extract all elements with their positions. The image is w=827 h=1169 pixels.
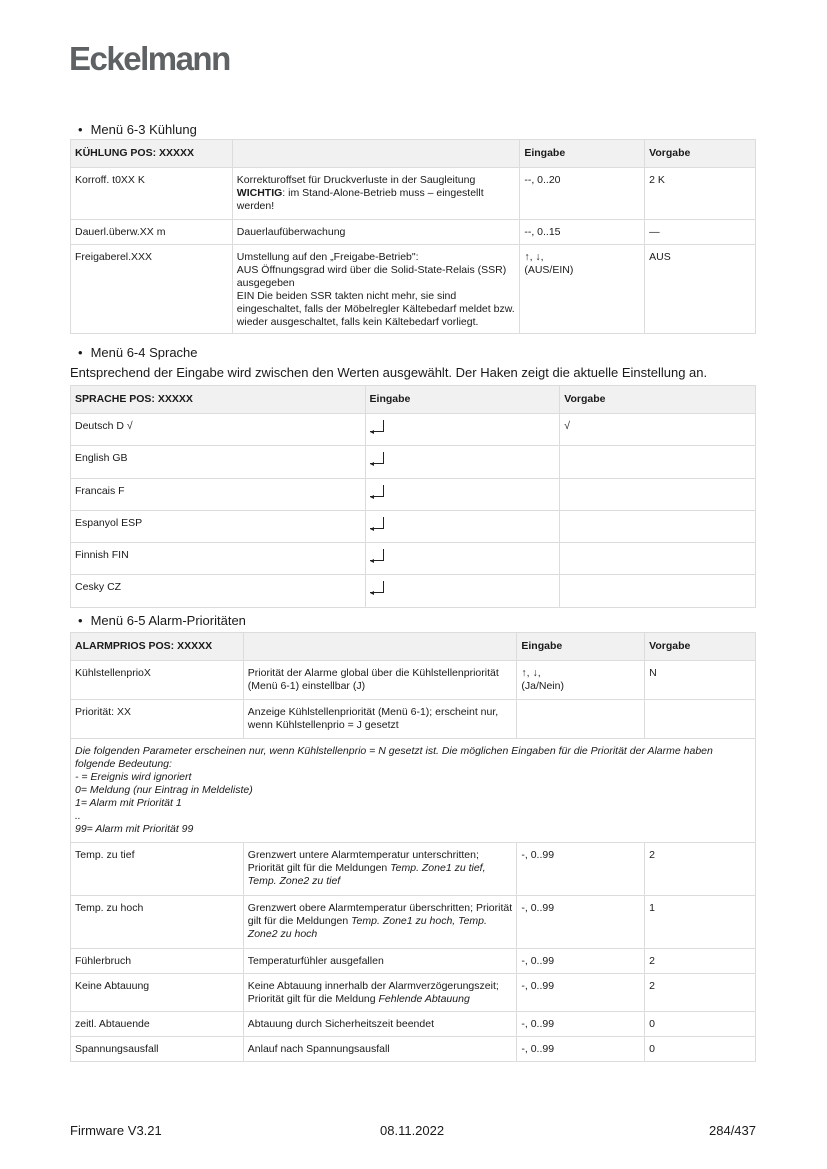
enter-key-icon [370, 517, 384, 529]
note-line: .. [75, 810, 81, 822]
language-default [560, 510, 756, 542]
table-row [71, 1037, 756, 1062]
table-row [71, 974, 756, 1012]
param-name: Priorität: XX [71, 700, 244, 739]
param-desc [243, 1012, 517, 1037]
desc-italic: Temp. Zone1 zu hoch, Temp. Zone2 zu hoch [247, 915, 487, 940]
desc-line: Umstellung auf den „Freigabe-Betrieb": [236, 251, 419, 263]
section-heading-sprache: • Menü 6-4 Sprache [78, 345, 198, 360]
desc-line: EIN Die beiden SSR takten nicht mehr, sie sind eingeschaltet, falls der Möbelregler Kältebedarf meldet bzw. wieder ausgeschaltet, falls kein Kältebedarf vorliegt. [236, 290, 515, 328]
header-cell: Eingabe [520, 140, 645, 168]
param-input: -, 0..99 [517, 974, 645, 1012]
param-default: 0 [645, 1037, 756, 1062]
desc-text: Grenzwert obere Alarmtemperatur überschritten; Priorität gilt für die Meldungen [247, 902, 513, 927]
input-line: (AUS/EIN) [524, 264, 574, 276]
param-desc: Dauerlaufüberwachung [232, 220, 520, 245]
enter-key-icon [370, 452, 384, 464]
language-default [560, 575, 756, 607]
enter-key-cell [365, 575, 560, 607]
alarm-table [70, 632, 756, 1062]
param-input: -, 0..99 [517, 949, 645, 974]
header-cell [243, 633, 517, 661]
desc-text: Korrekturoffset für Druckverluste in der Saugleitung [236, 174, 476, 186]
enter-key-cell [365, 510, 560, 542]
table-row [71, 446, 756, 478]
header-cell: SPRACHE POS: XXXXX [71, 386, 366, 414]
param-name: Dauerl.überw.XX m [71, 220, 233, 245]
param-default: 0 [645, 1012, 756, 1037]
param-input: -, 0..99 [517, 1012, 645, 1037]
param-desc [232, 245, 520, 334]
param-default: 2 [645, 843, 756, 896]
param-input: --, 0..15 [520, 220, 645, 245]
param-name: Korroff. t0XX K [71, 168, 233, 220]
desc-text: Anlauf nach Spannungsausfall [247, 1043, 390, 1055]
note-row [71, 739, 756, 843]
section-heading-kuehlung: • Menü 6-3 Kühlung [78, 122, 197, 137]
param-default: 2 K [645, 168, 756, 220]
language-name: Deutsch D √ [71, 414, 366, 446]
table-header-row [71, 140, 756, 168]
header-cell [232, 140, 520, 168]
param-name: KühlstellenprioX [71, 661, 244, 700]
enter-key-cell [365, 414, 560, 446]
table-row [71, 1012, 756, 1037]
desc-bold: WICHTIG [236, 187, 283, 199]
input-line: ↑, ↓, [521, 667, 541, 679]
param-default: 2 [645, 949, 756, 974]
input-line: ↑, ↓, [524, 251, 544, 263]
param-input [520, 245, 645, 334]
param-desc: Anzeige Kühlstellenpriorität (Menü 6-1); erscheint nur, wenn Kühlstellenprio = J gesetzt [243, 700, 517, 739]
language-name: Cesky CZ [71, 575, 366, 607]
language-name: English GB [71, 446, 366, 478]
table-row [71, 478, 756, 510]
footer-firmware: Firmware V3.21 [70, 1123, 162, 1138]
desc-italic: Temp. Zone1 zu tief, Temp. Zone2 zu tief [247, 862, 486, 887]
param-input: -, 0..99 [517, 1037, 645, 1062]
table-row [71, 896, 756, 949]
desc-text: Keine Abtauung innerhalb der Alarmverzögerungszeit; Priorität gilt für die Meldung [247, 980, 499, 1005]
table-row [71, 843, 756, 896]
table-header-row [71, 633, 756, 661]
footer-page: 284/437 [709, 1123, 756, 1138]
enter-key-icon [370, 420, 384, 432]
enter-key-icon [370, 549, 384, 561]
param-default: 2 [645, 974, 756, 1012]
table-row [71, 949, 756, 974]
param-name: Freigaberel.XXX [71, 245, 233, 334]
header-cell: Eingabe [517, 633, 645, 661]
param-input [517, 700, 645, 739]
param-name: Spannungsausfall [71, 1037, 244, 1062]
table-row [71, 575, 756, 607]
desc-text: : im Stand-Alone-Betrieb muss – eingestellt werden! [236, 187, 484, 212]
note-line: 0= Meldung (nur Eintrag in Meldeliste) [75, 784, 253, 796]
desc-italic: Fehlende Abtauung [378, 993, 470, 1005]
enter-key-cell [365, 478, 560, 510]
footer-date: 08.11.2022 [380, 1123, 445, 1138]
desc-line: AUS Öffnungsgrad wird über die Solid-State-Relais (SSR) ausgegeben [236, 264, 507, 289]
param-desc [243, 949, 517, 974]
param-default: N [645, 661, 756, 700]
param-default [645, 700, 756, 739]
table-row [71, 700, 756, 739]
language-name: Espanyol ESP [71, 510, 366, 542]
note-line: - = Ereignis wird ignoriert [75, 771, 192, 783]
param-desc [243, 896, 517, 949]
desc-text: Grenzwert untere Alarmtemperatur unterschritten; Priorität gilt für die Meldungen [247, 849, 479, 874]
language-default: √ [560, 414, 756, 446]
param-desc [243, 974, 517, 1012]
param-input: -, 0..99 [517, 843, 645, 896]
param-name: Temp. zu tief [71, 843, 244, 896]
sprache-intro: Entsprechend der Eingabe wird zwischen den Werten ausgewählt. Der Haken zeigt die aktuelle Einstellung an. [70, 365, 708, 380]
note-line: Die folgenden Parameter erscheinen nur, wenn Kühlstellenprio = N gesetzt ist. Die möglichen Eingaben für die Priorität der Alarme haben folgende Bedeutung: [75, 745, 713, 770]
enter-key-icon [370, 581, 384, 593]
language-default [560, 446, 756, 478]
section-heading-alarm: • Menü 6-5 Alarm-Prioritäten [78, 613, 246, 628]
table-row [71, 245, 756, 334]
desc-text: Abtauung durch Sicherheitszeit beendet [247, 1018, 434, 1030]
enter-key-cell [365, 543, 560, 575]
param-desc: Priorität der Alarme global über die Kühlstellenpriorität (Menü 6-1) einstellbar (J) [243, 661, 517, 700]
param-desc [243, 1037, 517, 1062]
param-desc [243, 843, 517, 896]
param-name: zeitl. Abtauende [71, 1012, 244, 1037]
enter-key-icon [370, 485, 384, 497]
input-line: (Ja/Nein) [521, 680, 564, 692]
table-row [71, 220, 756, 245]
language-default [560, 543, 756, 575]
header-cell: Vorgabe [645, 140, 756, 168]
sprache-table [70, 385, 756, 608]
language-name: Finnish FIN [71, 543, 366, 575]
param-name: Temp. zu hoch [71, 896, 244, 949]
language-default [560, 478, 756, 510]
param-name: Keine Abtauung [71, 974, 244, 1012]
header-cell: Eingabe [365, 386, 560, 414]
note-line: 99= Alarm mit Priorität 99 [75, 823, 194, 835]
note-line: 1= Alarm mit Priorität 1 [75, 797, 182, 809]
param-name: Fühlerbruch [71, 949, 244, 974]
param-default: 1 [645, 896, 756, 949]
param-input: -, 0..99 [517, 896, 645, 949]
table-row [71, 510, 756, 542]
param-default: — [645, 220, 756, 245]
kuehlung-table [70, 139, 756, 334]
table-row [71, 168, 756, 220]
desc-text: Temperaturfühler ausgefallen [247, 955, 384, 967]
param-default: AUS [645, 245, 756, 334]
header-cell: Vorgabe [645, 633, 756, 661]
header-cell: KÜHLUNG POS: XXXXX [71, 140, 233, 168]
header-cell: Vorgabe [560, 386, 756, 414]
table-row [71, 414, 756, 446]
param-input [517, 661, 645, 700]
header-cell: ALARMPRIOS POS: XXXXX [71, 633, 244, 661]
param-desc [232, 168, 520, 220]
param-input: --, 0..20 [520, 168, 645, 220]
priority-note [71, 739, 756, 843]
table-row [71, 661, 756, 700]
table-header-row [71, 386, 756, 414]
table-row [71, 543, 756, 575]
enter-key-cell [365, 446, 560, 478]
language-name: Francais F [71, 478, 366, 510]
eckelmann-logo: Eckelmann [69, 40, 230, 77]
